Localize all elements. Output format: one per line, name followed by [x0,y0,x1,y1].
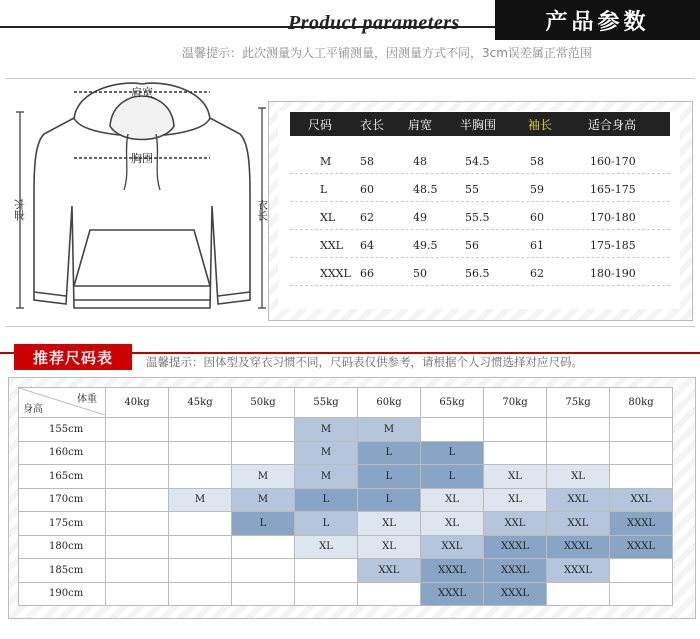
size-cell: M [320,155,332,168]
size-recommendation-cell [610,582,673,606]
size-recommendation-cell [547,582,610,606]
size-cell: XXL [320,239,343,252]
header-size: 尺码 [308,118,333,132]
size-recommendation-cell: M [232,465,295,489]
header-height: 适合身高 [588,118,637,132]
size-recommendation-cell: XXL [358,559,421,583]
size-recommendation-cell: XL [421,512,484,536]
height-header: 180cm [19,535,106,559]
recommend-row [19,582,673,606]
size-recommendation-cell [232,582,295,606]
size-cell: 175-185 [590,239,636,252]
size-cell: 59 [530,183,544,196]
recommend-row [19,441,673,465]
size-cell: XL [320,211,336,224]
size-recommendation-cell: M [232,488,295,512]
size-recommendation-cell [610,418,673,442]
size-recommendation-cell [610,441,673,465]
size-recommendation-cell [169,559,232,583]
weight-header: 65kg [421,388,484,418]
height-header: 165cm [19,465,106,489]
size-recommendation-cell: XL [421,488,484,512]
size-recommendation-cell: L [358,465,421,489]
size-recommendation-cell: M [358,418,421,442]
size-recommendation-cell [610,559,673,583]
weight-header: 60kg [358,388,421,418]
recommend-tip: 温馨提示：因体型及穿衣习惯不同，尺码表仅供参考，请根据个人习惯选择对应尺码。 [146,355,583,369]
height-header: 185cm [19,559,106,583]
size-recommendation-cell [547,441,610,465]
size-cell: 56.5 [465,267,490,280]
size-recommendation-cell: XXXL [421,582,484,606]
size-cell: 55 [465,183,479,196]
size-cell: 48 [413,155,427,168]
header-shoulder: 肩宽 [408,118,433,132]
size-recommendation-cell: XL [547,465,610,489]
recommend-row [19,465,673,489]
size-row [290,151,670,174]
size-recommendation-cell [106,441,169,465]
size-recommendation-cell: L [295,512,358,536]
size-recommendation-cell [484,418,547,442]
size-recommendation-cell: L [421,465,484,489]
size-cell: 58 [530,155,544,168]
recommend-row [19,535,673,559]
size-recommendation-cell [232,441,295,465]
title-english: Product parameters [288,12,460,34]
corner-height-label: 身高 [23,404,43,415]
size-recommendation-cell [295,582,358,606]
size-recommendation-cell: XL [484,488,547,512]
size-recommendation-cell: M [295,441,358,465]
recommend-title: 推荐尺码表 [14,344,132,370]
shoulder-label: 肩宽 [131,86,153,99]
recommend-row [19,488,673,512]
size-row [290,207,670,230]
size-recommendation-cell: XXXL [547,535,610,559]
size-cell: 50 [413,267,427,280]
size-recommendation-cell: XXXL [421,559,484,583]
size-recommendation-cell: XL [295,535,358,559]
header-half-chest: 半胸围 [460,118,497,132]
size-recommendation-cell: M [295,418,358,442]
size-cell: 165-175 [590,183,636,196]
size-cell: 180-190 [590,267,636,280]
size-recommendation-cell: L [421,441,484,465]
size-recommendation-cell: XL [484,465,547,489]
weight-header: 70kg [484,388,547,418]
size-recommendation-cell [232,418,295,442]
size-cell: 62 [360,211,374,224]
chest-label: 胸围 [131,152,153,165]
size-cell: 66 [360,267,374,280]
size-row [290,263,670,286]
size-recommendation-cell: XXXL [610,535,673,559]
size-recommendation-cell [169,418,232,442]
size-cell: L [320,183,328,196]
size-recommendation-cell [169,535,232,559]
size-recommendation-cell [232,535,295,559]
weight-header: 40kg [106,388,169,418]
size-recommendation-cell [106,488,169,512]
size-recommendation-cell [421,418,484,442]
size-cell: 58 [360,155,374,168]
size-recommendation-cell: L [358,441,421,465]
size-recommendation-cell [358,582,421,606]
weight-header: 80kg [610,388,673,418]
size-recommendation-cell [169,465,232,489]
size-recommendation-cell: M [169,488,232,512]
size-recommendation-cell [169,441,232,465]
size-cell: 60 [530,211,544,224]
recommend-row [19,418,673,442]
size-cell: 48.5 [413,183,438,196]
size-recommendation-cell: M [295,465,358,489]
size-recommendation-cell: XL [358,535,421,559]
size-recommendation-cell: XXL [484,512,547,536]
height-header: 160cm [19,441,106,465]
size-recommendation-cell [169,582,232,606]
measurement-tip: 温馨提示：此次测量为人工平铺测量，因测量方式不同，3cm误差属正常范围 [182,46,592,60]
size-recommendation-cell: XL [358,512,421,536]
recommend-table [18,387,673,606]
size-recommendation-cell [610,465,673,489]
weight-header: 55kg [295,388,358,418]
size-recommendation-cell [484,441,547,465]
size-recommendation-cell: XXXL [484,582,547,606]
size-cell: XXXL [320,267,351,280]
size-row [290,179,670,202]
recommend-row [19,512,673,536]
size-cell: 62 [530,267,544,280]
size-recommendation-cell: XXL [421,535,484,559]
hoodie-diagram [14,82,270,317]
length-label: 衣长 [255,199,269,221]
size-recommendation-cell [106,465,169,489]
size-recommendation-cell: XXXL [484,535,547,559]
sleeve-label: 袖长 [14,199,27,221]
size-recommendation-cell: L [358,488,421,512]
corner-weight-label: 体重 [77,394,97,405]
size-cell: 54.5 [465,155,490,168]
size-cell: 61 [530,239,544,252]
header-length: 衣长 [360,118,385,132]
size-recommendation-cell: XXL [547,488,610,512]
size-cell: 56 [465,239,479,252]
size-cell: 60 [360,183,374,196]
weight-header: 75kg [547,388,610,418]
size-recommendation-cell: L [232,512,295,536]
title-chinese: 产品参数 [495,0,700,40]
size-cell: 160-170 [590,155,636,168]
size-cell: 170-180 [590,211,636,224]
weight-header: 45kg [169,388,232,418]
size-recommendation-cell [106,418,169,442]
size-cell: 49 [413,211,427,224]
size-recommendation-cell: XXXL [547,559,610,583]
height-header: 155cm [19,418,106,442]
size-recommendation-cell: XXL [547,512,610,536]
height-header: 175cm [19,512,106,536]
size-cell: 49.5 [413,239,438,252]
size-recommendation-cell [547,418,610,442]
height-header: 170cm [19,488,106,512]
size-recommendation-cell: XXXL [484,559,547,583]
height-header: 190cm [19,582,106,606]
weight-header: 50kg [232,388,295,418]
corner-cell [19,388,106,418]
recommend-row [19,559,673,583]
size-recommendation-cell [106,512,169,536]
size-table-header [290,112,670,136]
size-recommendation-cell [232,559,295,583]
size-recommendation-cell [169,512,232,536]
size-recommendation-cell [106,535,169,559]
header-sleeve: 袖长 [528,118,553,132]
size-recommendation-cell: L [295,488,358,512]
size-cell: 55.5 [465,211,490,224]
size-row [290,235,670,258]
size-recommendation-cell [106,559,169,583]
size-recommendation-cell: XXL [610,488,673,512]
size-recommendation-cell [106,582,169,606]
size-cell: 64 [360,239,374,252]
size-recommendation-cell [295,559,358,583]
size-recommendation-cell: XXXL [610,512,673,536]
